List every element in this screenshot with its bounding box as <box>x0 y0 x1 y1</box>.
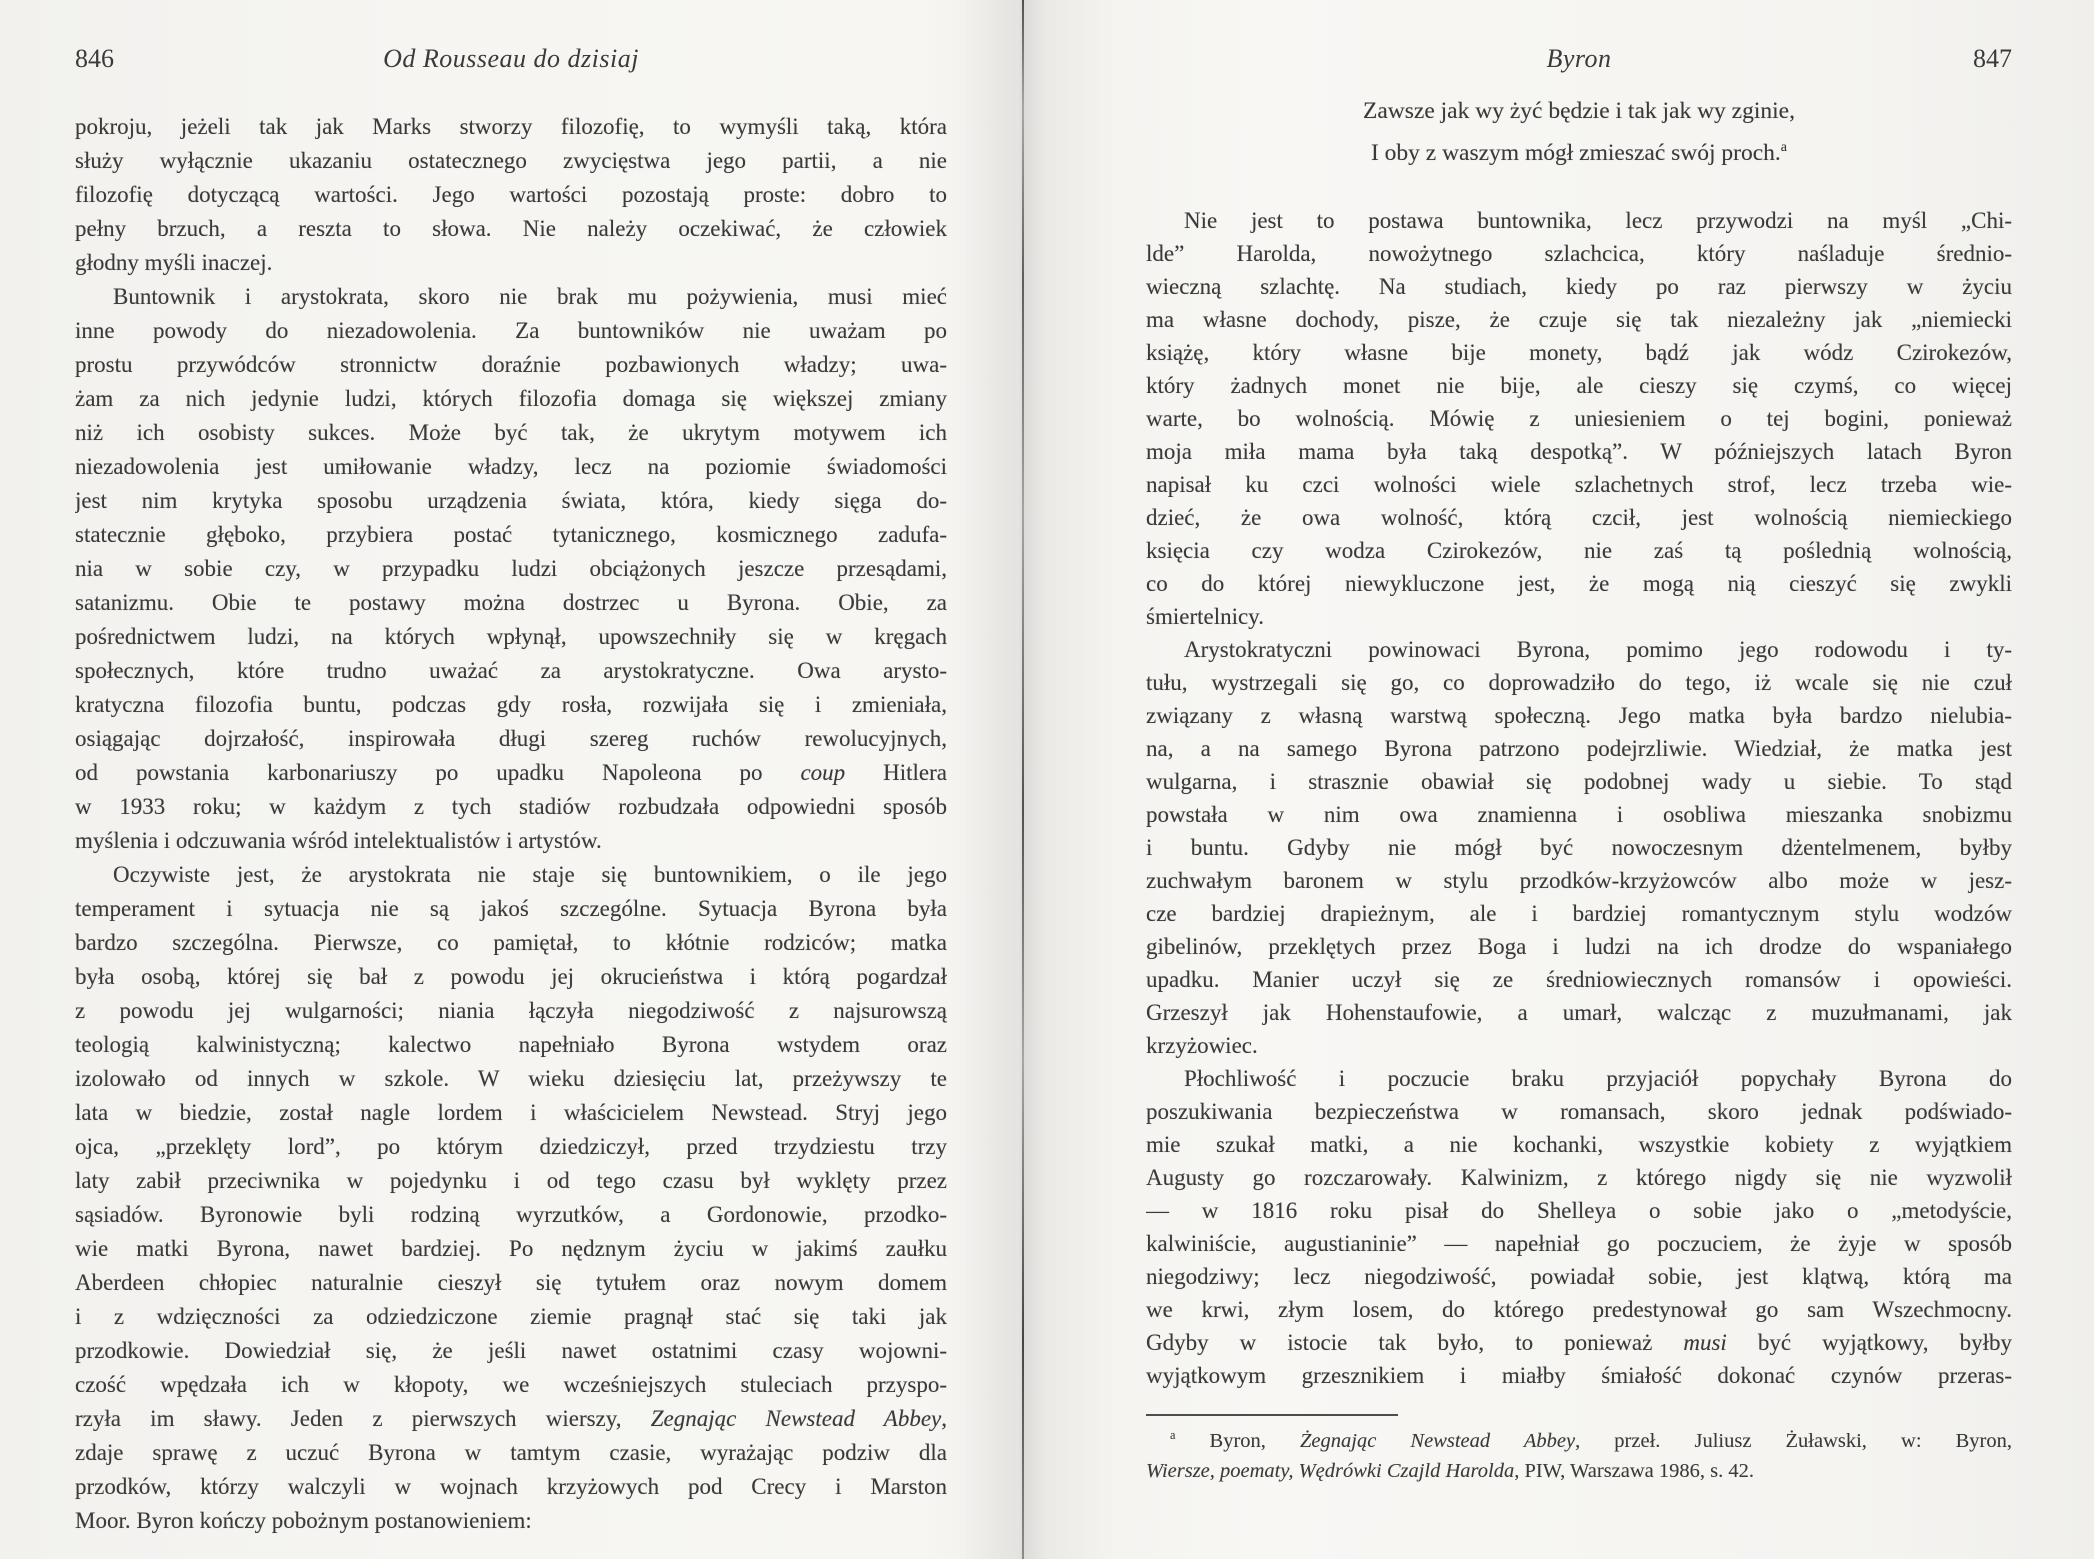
text-line: niezadowolenia jest umiłowanie władzy, lecz na poziomie świadomości <box>75 454 947 479</box>
text-line: pokroju, jeżeli tak jak Marks stworzy filozofię, to wymyśli taką, która <box>75 114 947 139</box>
left-page-number: 846 <box>75 44 114 73</box>
text-line: Grzeszył jak Hohenstaufowie, a umarł, walcząc z muzułmanami, jak <box>1146 1000 2012 1025</box>
left-page <box>75 0 947 1559</box>
text-line: jest nim krytyka sposobu urządzenia świata, która, kiedy sięga do- <box>75 488 947 513</box>
text-line: przodkowie. Dowiedział się, że jeśli nawet ostatnimi czasy wojowni- <box>75 1338 947 1363</box>
text-line: poszukiwania bezpieczeństwa w romansach, skoro jednak podświado- <box>1146 1099 2012 1124</box>
text-line: warte, bo wolnością. Mówię z uniesieniem o tej bogini, ponieważ <box>1146 406 2012 431</box>
text-line: społecznych, które trudno uważać za arystokratyczne. Owa arysto- <box>75 658 947 683</box>
text-line: lata w biedzie, został nagle lordem i właścicielem Newstead. Stryj jego <box>75 1100 947 1125</box>
right-page <box>1146 0 2012 1559</box>
text-line: była osobą, której się bał z powodu jej okrucieństwa i którą pogardzał <box>75 964 947 989</box>
text-line: niż ich osobisty sukces. Może być tak, że ukrytym motywem ich <box>75 420 947 445</box>
text-line: pełny brzuch, a reszta to słowa. Nie należy oczekiwać, że człowiek <box>75 216 947 241</box>
footnote-line: Wiersze, poematy, Wędrówki Czajld Harolda, PIW, Warszawa 1986, s. 42. <box>1146 1460 1754 1482</box>
text-line: co do której niewykluczone jest, że mogą nią cieszyć się zwykli <box>1146 571 2012 596</box>
text-line: wyjątkowym grzesznikiem i miałby śmiałość dokonać czynów przeras- <box>1146 1363 2012 1388</box>
text-line: cze bardziej drapieżnym, ale i bardziej romantycznym stylu wodzów <box>1146 901 2012 926</box>
text-line: który żadnych monet nie bije, ale cieszy się czymś, co więcej <box>1146 373 2012 398</box>
text-line: powstała w nim owa znamienna i osobliwa mieszanka snobizmu <box>1146 802 2012 827</box>
text-line: w 1933 roku; w każdym z tych stadiów rozbudzała odpowiedni sposób <box>75 794 947 819</box>
text-line: niegodziwy; lecz niegodziwość, powiadał sobie, jest klątwą, którą ma <box>1146 1264 2012 1289</box>
text-line: inne powody do niezadowolenia. Za buntowników nie uważam po <box>75 318 947 343</box>
text-line: zdaje sprawę z uczuć Byrona w tamtym czasie, wyrażając podziw dla <box>75 1440 947 1465</box>
text-line: służy wyłącznie ukazaniu ostatecznego zwycięstwa jego partii, a nie <box>75 148 947 173</box>
text-line: księcia czy wodza Czirokezów, nie zaś tą poślednią wolnością, <box>1146 538 2012 563</box>
text-line: żam za nich jedynie ludzi, których filozofia domaga się większej zmiany <box>75 386 947 411</box>
text-line: Nie jest to postawa buntownika, lecz przywodzi na myśl „Chi- <box>1184 208 2012 233</box>
text-line: czość wpędzała ich w kłopoty, we wcześniejszych stuleciach przyspo- <box>75 1372 947 1397</box>
verse-line: Zawsze jak wy żyć będzie i tak jak wy zginie, <box>1363 98 1795 124</box>
text-line: kratyczna filozofia buntu, podczas gdy rosła, rozwijała się i zmieniała, <box>75 692 947 717</box>
text-line: gibelinów, przeklętych przez Boga i ludzi na ich drodze do wspaniałego <box>1146 934 2012 959</box>
text-line: i z wdzięczności za odziedziczone ziemie pragnął stać się taki jak <box>75 1304 947 1329</box>
text-line: związany z własną warstwą społeczną. Jego matka była bardzo nielubia- <box>1146 703 2012 728</box>
text-line: myślenia i odczuwania wśród intelektualistów i artystów. <box>75 828 602 853</box>
text-line: filozofię dotyczącą wartości. Jego wartości pozostają proste: dobro to <box>75 182 947 207</box>
text-line: sąsiadów. Byronowie byli rodziną wyrzutków, a Gordonowie, przodko- <box>75 1202 947 1227</box>
footnote-rule <box>1146 1414 1398 1416</box>
page-gutter-shadow <box>958 0 1118 1559</box>
text-line: na, a na samego Byrona patrzono podejrzliwie. Wiedział, że matka jest <box>1146 736 2012 761</box>
text-line: tułu, wystrzegali się go, co doprowadziło do tego, iż wcale się nie czuł <box>1146 670 2012 695</box>
footnote-line: $^a$ Byron, Żegnając Newstead Abbey, przeł. Juliusz Żuławski, w: Byron, <box>1170 1428 2012 1452</box>
text-line: głodny myśli inaczej. <box>75 250 273 275</box>
text-line: wie matki Byrona, nawet bardziej. Po nędznym życiu w jakimś zaułku <box>75 1236 947 1261</box>
verse-quote <box>1146 90 2012 174</box>
text-line: Buntownik i arystokrata, skoro nie brak mu pożywienia, musi mieć <box>113 284 947 309</box>
text-line: bardzo szczególna. Pierwsze, co pamiętał, to kłótnie rodziców; matka <box>75 930 947 955</box>
text-line: prostu przywódców stronnictw doraźnie pozbawionych władzy; uwa- <box>75 352 947 377</box>
text-line: Augusty go rozczarowały. Kalwinizm, z którego nigdy się nie wyzwolił <box>1146 1165 2012 1190</box>
text-line: śmiertelnicy. <box>1146 604 1264 629</box>
text-line: Aberdeen chłopiec naturalnie cieszył się tytułem oraz nowym domem <box>75 1270 947 1295</box>
text-line: osiągając dojrzałość, inspirowała długi szereg ruchów rewolucyjnych, <box>75 726 947 751</box>
text-line: Gdyby w istocie tak było, to ponieważ musi być wyjątkowy, byłby <box>1146 1330 2012 1355</box>
text-line: statecznie głęboko, przybiera postać tytanicznego, kosmicznego zadufa- <box>75 522 947 547</box>
text-line: i buntu. Gdyby nie mógł być nowoczesnym dżentelmenem, byłby <box>1146 835 2012 860</box>
text-line: napisał ku czci wolności wiele szlachetnych strof, lecz trzeba wie- <box>1146 472 2012 497</box>
text-line: satanizmu. Obie te postawy można dostrzec u Byrona. Obie, za <box>75 590 947 615</box>
text-line: z powodu jej wulgarności; niania łączyła niegodziwość z najsurowszą <box>75 998 947 1023</box>
text-line: Oczywiste jest, że arystokrata nie staje się buntownikiem, o ile jego <box>113 862 947 887</box>
text-line: upadku. Manier uczył się ze średniowiecznych romansów i opowieści. <box>1146 967 2012 992</box>
text-line: izolowało od innych w szkole. W wieku dziesięciu lat, przeżywszy te <box>75 1066 947 1091</box>
page-gutter-line <box>1022 0 1024 1559</box>
text-line: moja miła mama była taką despotką”. W późniejszych latach Byron <box>1146 439 2012 464</box>
text-line: krzyżowiec. <box>1146 1033 1258 1058</box>
text-line: pośrednictwem ludzi, na których wpłynął, upowszechniły się w kręgach <box>75 624 947 649</box>
text-line: teologią kalwinistyczną; kalectwo napełniało Byrona wstydem oraz <box>75 1032 947 1057</box>
text-line: nia w sobie czy, w przypadku ludzi obciążonych jeszcze przesądami, <box>75 556 947 581</box>
footnote <box>1146 1414 2012 1486</box>
text-line: ojca, „przeklęty lord”, po którym dziedziczył, przed trzydziestu trzy <box>75 1134 947 1159</box>
text-line: Moor. Byron kończy pobożnym postanowieniem: <box>75 1508 532 1533</box>
right-page-header <box>1146 44 2012 74</box>
text-line: lde” Harolda, nowożytnego szlachcica, który naśladuje średnio- <box>1146 241 2012 266</box>
footnote-text <box>1146 1426 2012 1486</box>
text-line: wieczną szlachtę. Na studiach, kiedy po raz pierwszy w życiu <box>1146 274 2012 299</box>
text-line: książę, który własne bije monety, bądź jak wódz Czirokezów, <box>1146 340 2012 365</box>
text-line: we krwi, złym losem, do którego predestynował go sam Wszechmocny. <box>1146 1297 2012 1322</box>
text-line: ma własne dochody, pisze, że czuje się tak niezależny jak „niemiecki <box>1146 307 2012 332</box>
verse-line: I oby z waszym mógł zmieszać swój proch.$^a$ <box>1370 139 1788 166</box>
text-line: zuchwałym baronem w stylu przodków-krzyżowców albo może w jesz- <box>1146 868 2012 893</box>
text-line: wulgarna, i strasznie obawiał się podobnej wady u siebie. To stąd <box>1146 769 2012 794</box>
right-page-text <box>1146 204 2012 1392</box>
left-running-head: Od Rousseau do dzisiaj <box>383 44 639 73</box>
text-line: laty zabił przeciwnika w pojedynku i od tego czasu był wyklęty przez <box>75 1168 947 1193</box>
text-line: — w 1816 roku pisał do Shelleya o sobie jako o „metodyście, <box>1146 1198 2012 1223</box>
right-running-head: Byron <box>1546 44 1612 73</box>
text-line: temperament i sytuacja nie są jakoś szczególne. Sytuacja Byrona była <box>75 896 947 921</box>
text-line: dzieć, że owa wolność, którą czcił, jest wolnością niemieckiego <box>1146 505 2012 530</box>
text-line: rzyła im sławy. Jeden z pierwszych wierszy, Zegnając Newstead Abbey, <box>75 1406 947 1431</box>
text-line: przodków, którzy walczyli w wojnach krzyżowych pod Crecy i Marston <box>75 1474 947 1499</box>
text-line: od powstania karbonariuszy po upadku Napoleona po coup Hitlera <box>75 760 947 785</box>
text-line: Płochliwość i poczucie braku przyjaciół popychały Byrona do <box>1184 1066 2012 1091</box>
left-page-header <box>75 44 947 74</box>
text-line: Arystokratyczni powinowaci Byrona, pomimo jego rodowodu i ty- <box>1184 637 2012 662</box>
text-line: mie szukał matki, a nie kochanki, wszystkie kobiety z wyjątkiem <box>1146 1132 2012 1157</box>
text-line: kalwiniście, augustianinie” — napełniał go poczuciem, że żyje w sposób <box>1146 1231 2012 1256</box>
left-page-text <box>75 110 947 1538</box>
right-page-number: 847 <box>1973 44 2012 73</box>
